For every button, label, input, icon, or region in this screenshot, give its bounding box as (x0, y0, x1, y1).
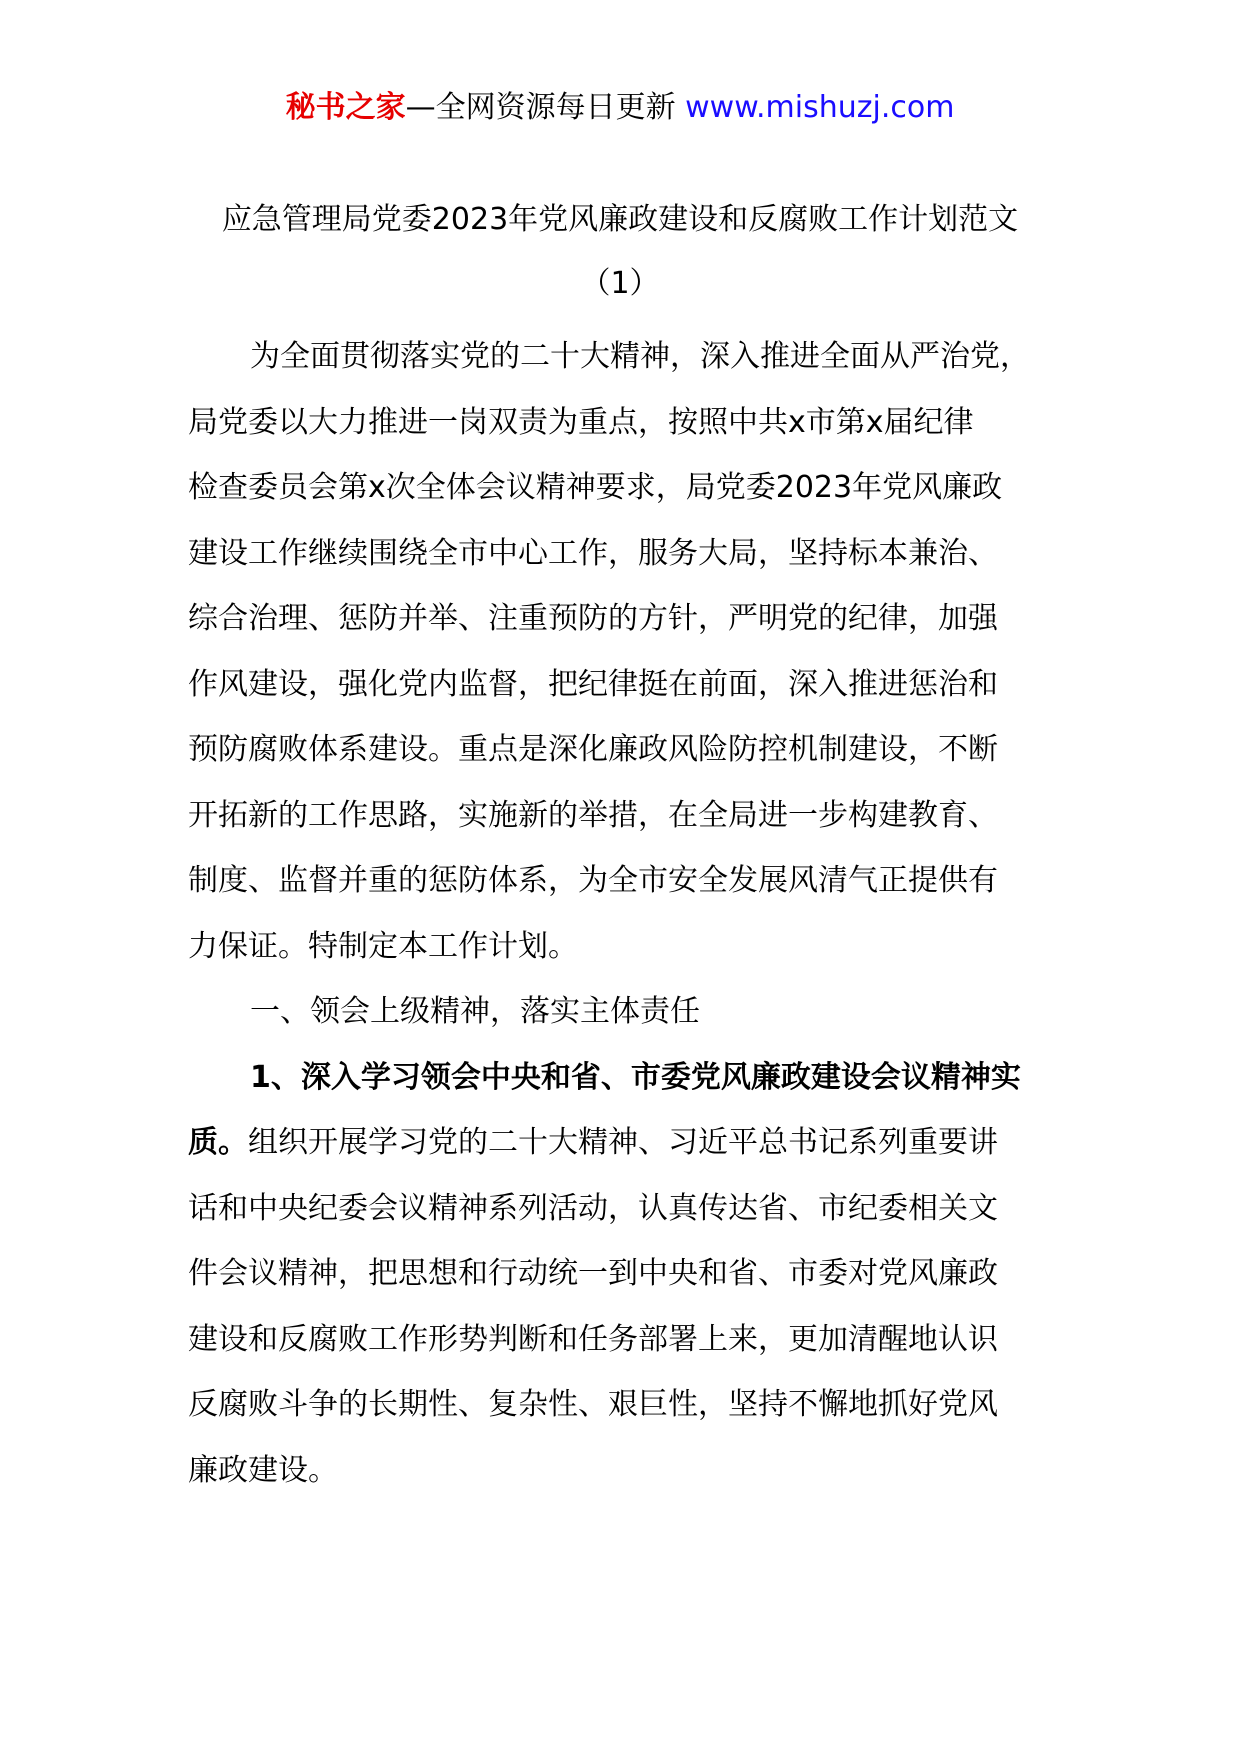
item-heading-tail: 质。 (188, 1125, 248, 1160)
item-line: 建设和反腐败工作形势判断和任务部署上来，更加清醒地认识 (188, 1321, 998, 1357)
title-line-1: 应急管理局党委2023年党风廉政建设和反腐败工作计划范文 (221, 202, 1019, 237)
title-line-2: （1） (580, 266, 660, 301)
document-title (150, 188, 1090, 316)
paragraph-line: 检查委员会第x次全体会议精神要求，局党委2023年党风廉政 (188, 470, 1003, 505)
item-line: 廉政建设。 (188, 1452, 338, 1488)
paragraph-line: 开拓新的工作思路，实施新的举措，在全局进一步构建教育、 (188, 797, 998, 833)
header-tagline: —全网资源每日更新 (405, 90, 686, 125)
item-line: 件会议精神，把思想和行动统一到中央和省、市委对党风廉政 (188, 1256, 998, 1291)
section-heading: 一、领会上级精神，落实主体责任 (250, 994, 700, 1029)
paragraph-line: 制度、监督并重的惩防体系，为全市安全发展风清气正提供有 (188, 863, 998, 898)
item-line (188, 1110, 1068, 1176)
paragraph-line: 力保证。特制定本工作计划。 (188, 928, 578, 964)
paragraph-line: 综合治理、惩防并举、注重预防的方针，严明党的纪律，加强 (188, 601, 998, 636)
paragraph-line: 预防腐败体系建设。重点是深化廉政风险防控机制建设，不断 (188, 732, 998, 767)
site-url-link[interactable]: www.mishuzj.com (685, 90, 955, 125)
paragraph-line: 建设工作继续围绕全市中心工作，服务大局，坚持标本兼治、 (188, 535, 998, 571)
paragraph-line: 作风建设，强化党内监督，把纪律挺在前面，深入推进惩治和 (188, 666, 998, 702)
item-line: 反腐败斗争的长期性、复杂性、艰巨性，坚持不懈地抓好党风 (188, 1387, 998, 1422)
item-text: 组织开展学习党的二十大精神、习近平总书记系列重要讲 (248, 1125, 998, 1160)
brand-name: 秘书之家 (285, 90, 406, 125)
paragraph-line: 局党委以大力推进一岗双责为重点，按照中共x市第x届纪律 (188, 404, 974, 440)
document-body (188, 324, 1068, 1503)
item-line: 话和中央纪委会议精神系列活动，认真传达省、市纪委相关文 (188, 1190, 998, 1226)
item-heading: 1、深入学习领会中央和省、市委党风廉政建设会议精神实 (250, 1059, 1021, 1095)
site-header (0, 86, 1240, 130)
paragraph-line: 为全面贯彻落实党的二十大精神，深入推进全面从严治党， (250, 339, 1030, 374)
